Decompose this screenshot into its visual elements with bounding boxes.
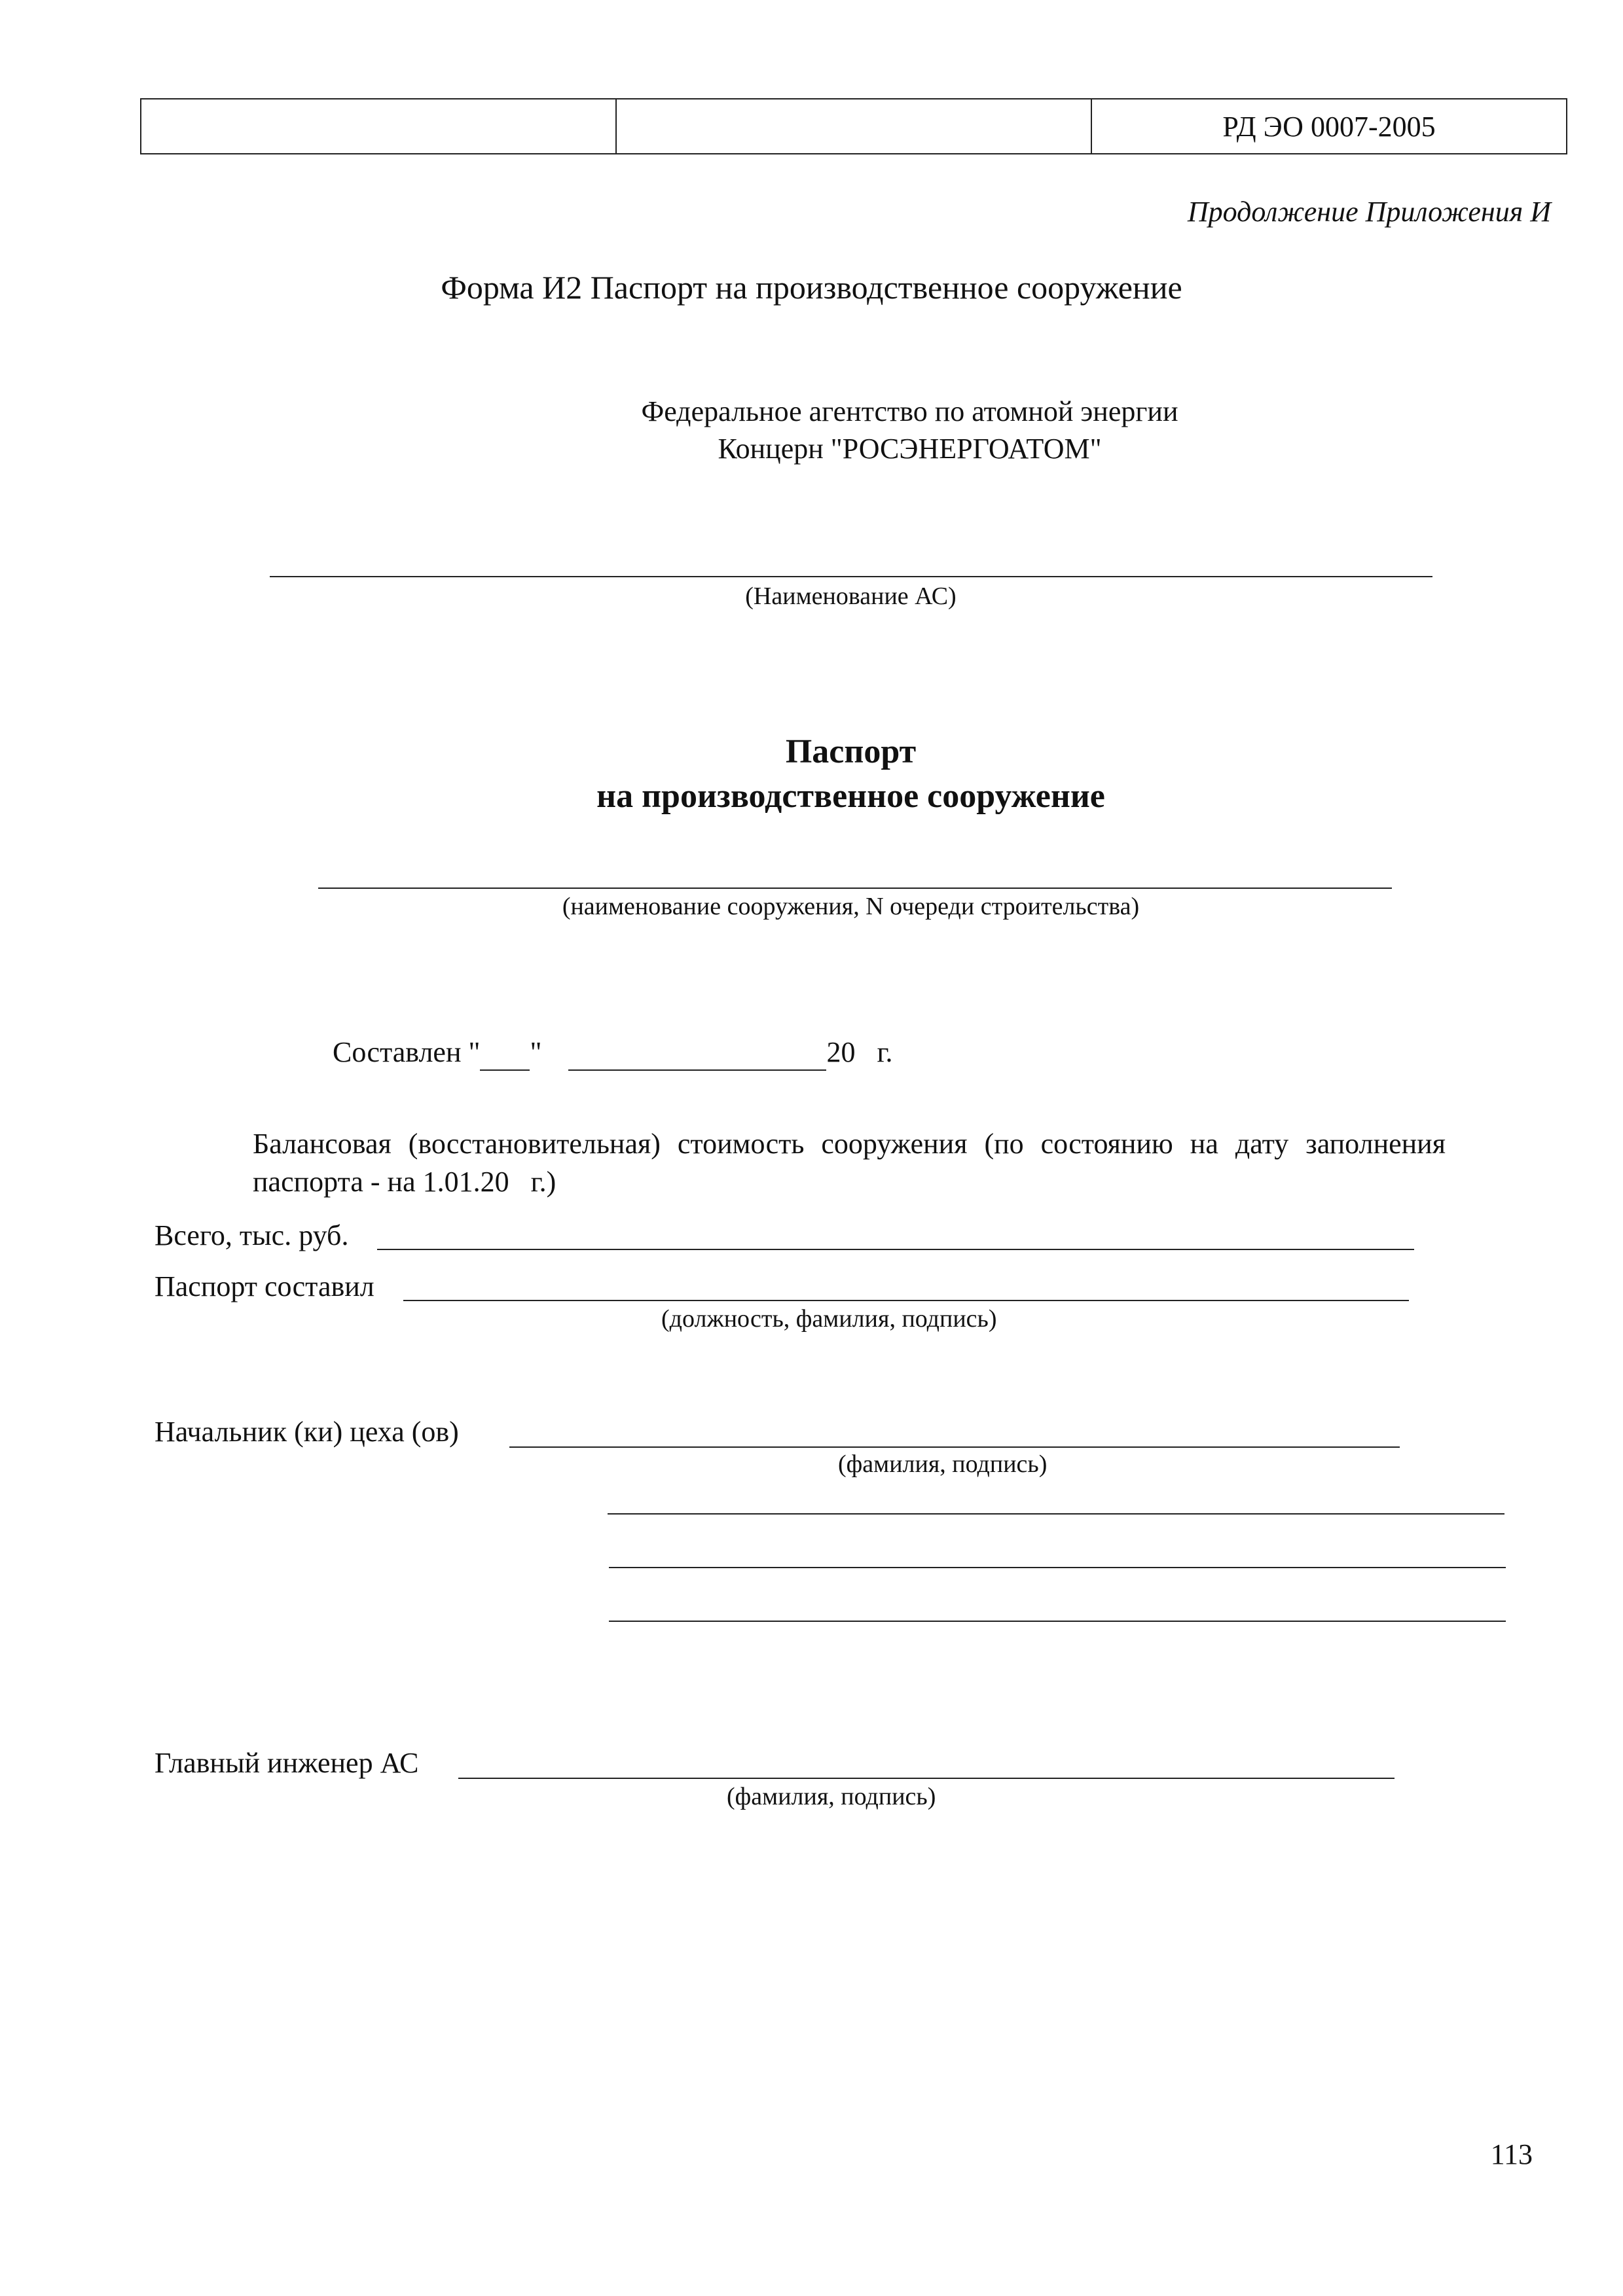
header-cell-2: [616, 99, 1091, 154]
passport-subtitle: на производственное сооружение: [596, 778, 1105, 815]
chief-engineer-caption: (фамилия, подпись): [727, 1783, 936, 1810]
shop-heads-label: Начальник (ки) цеха (ов): [155, 1416, 459, 1448]
compiled-by-label: Паспорт составил: [155, 1270, 374, 1302]
compiled-by-field-line[interactable]: [403, 1300, 1409, 1301]
header-cell-document-code: РД ЭО 0007-2005: [1091, 99, 1567, 154]
shop-heads-extra-line-2[interactable]: [609, 1567, 1506, 1568]
agency-name: Федеральное агентство по атомной энергии: [641, 395, 1178, 427]
compiled-label: Составлен ": [333, 1036, 481, 1068]
chief-engineer-label: Главный инженер АС: [155, 1747, 419, 1779]
shop-heads-extra-line-1[interactable]: [608, 1513, 1504, 1515]
header-cell-1: [141, 99, 616, 154]
shop-heads-caption: (фамилия, подпись): [838, 1450, 1048, 1478]
shop-heads-field-line[interactable]: [509, 1446, 1400, 1448]
balance-text-line2: паспорта - на 1.01.20 г.): [253, 1166, 556, 1198]
station-name-line[interactable]: [270, 576, 1432, 577]
total-label: Всего, тыс. руб.: [155, 1219, 349, 1251]
chief-engineer-field-line[interactable]: [458, 1778, 1395, 1779]
structure-name-caption: (наименование сооружения, N очереди строительства): [562, 893, 1140, 920]
compiled-by-caption: (должность, фамилия, подпись): [661, 1305, 997, 1333]
shop-heads-extra-line-3[interactable]: [609, 1621, 1506, 1622]
station-name-caption: (Наименование АС): [745, 583, 957, 610]
page-number: 113: [1490, 2138, 1533, 2170]
total-field-line[interactable]: [377, 1249, 1414, 1250]
compiled-quote-close: ": [530, 1036, 542, 1068]
form-title: Форма И2 Паспорт на производственное сооружение: [441, 269, 1182, 306]
compiled-year: 20 г.: [826, 1036, 893, 1068]
day-field[interactable]: [480, 1035, 530, 1071]
continuation-note: Продолжение Приложения И: [1187, 196, 1551, 228]
structure-name-line[interactable]: [318, 888, 1392, 889]
balance-text-line1: Балансовая (восстановительная) стоимость сооружения (по состоянию на дату заполнения: [253, 1128, 1446, 1160]
compiled-date-row: [333, 1035, 893, 1071]
header-table: [140, 98, 1567, 154]
passport-title: Паспорт: [785, 733, 917, 770]
month-field[interactable]: [568, 1035, 826, 1071]
concern-name: Концерн "РОСЭНЕРГОАТОМ": [718, 433, 1102, 465]
